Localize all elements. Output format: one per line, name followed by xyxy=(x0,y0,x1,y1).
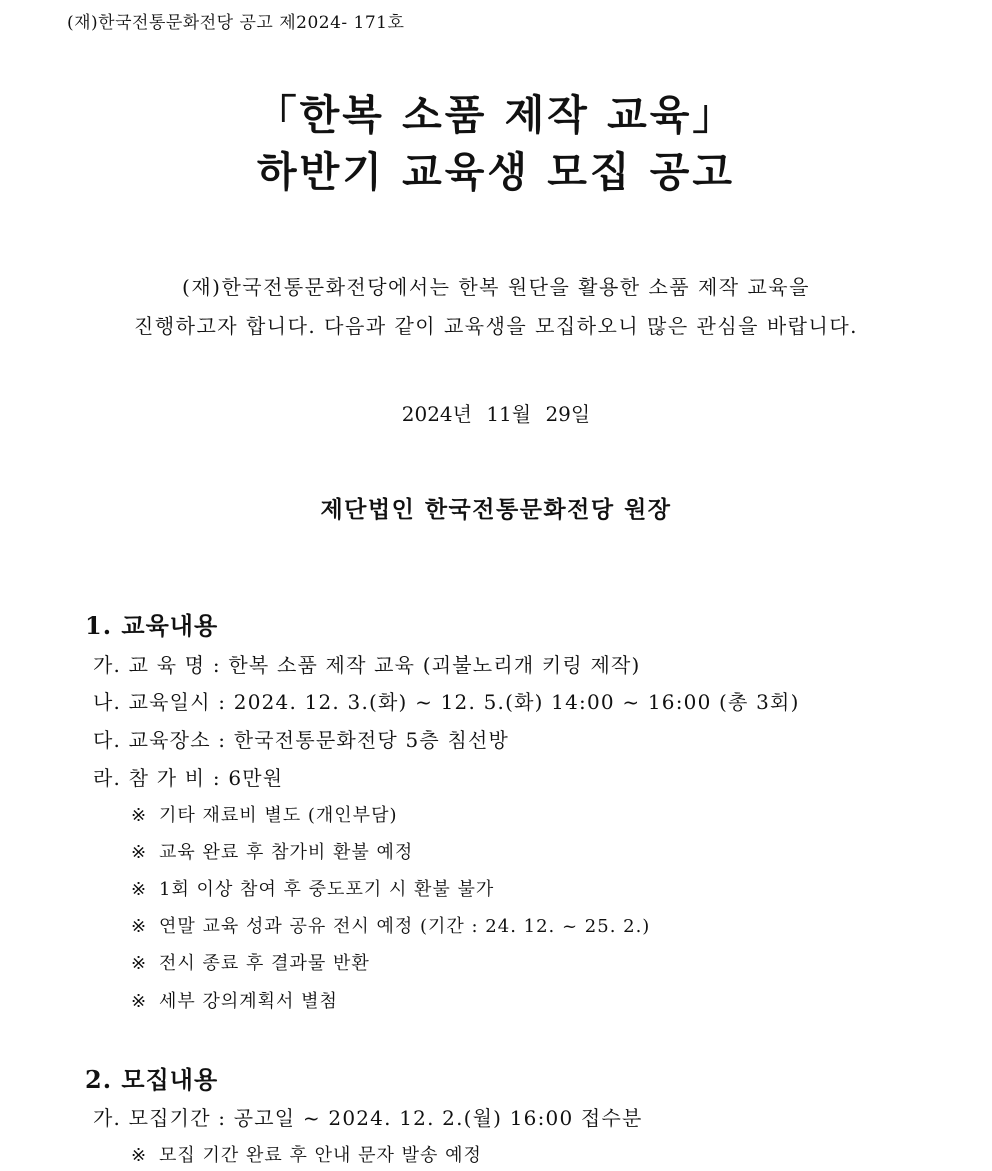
reference-mark-icon: ※ xyxy=(131,842,148,863)
item-recruitment-period: 가. 모집기간 : 공고일 ~ 2024. 12. 2.(월) 16:00 접수분 xyxy=(93,1106,643,1130)
reference-mark-icon: ※ xyxy=(131,991,148,1012)
note-item xyxy=(131,987,338,1013)
section-heading-education: 1. 교육내용 xyxy=(85,611,219,640)
announcement-date: 2024년 11월 29일 xyxy=(401,402,591,426)
note-item xyxy=(131,1141,482,1167)
reference-mark-icon: ※ xyxy=(131,805,148,826)
note-text: 모집 기간 완료 후 안내 문자 발송 예정 xyxy=(159,1145,482,1166)
item-course-schedule: 나. 교육일시 : 2024. 12. 3.(화) ~ 12. 5.(화) 14:00 ~ 16:00 (총 3회) xyxy=(93,690,800,714)
note-item xyxy=(131,838,413,864)
reference-mark-icon: ※ xyxy=(131,1145,148,1166)
note-text: 기타 재료비 별도 (개인부담) xyxy=(159,805,398,826)
reference-mark-icon: ※ xyxy=(131,879,148,900)
note-item xyxy=(131,912,650,938)
item-course-name: 가. 교 육 명 : 한복 소품 제작 교육 (괴불노리개 키링 제작) xyxy=(93,653,641,677)
note-text: 교육 완료 후 참가비 환불 예정 xyxy=(159,842,414,863)
reference-mark-icon: ※ xyxy=(131,916,148,937)
intro-line-1: (재)한국전통문화전당에서는 한복 원단을 활용한 소품 제작 교육을 xyxy=(182,275,810,299)
note-text: 1회 이상 참여 후 중도포기 시 환불 불가 xyxy=(159,879,495,900)
issuer-name: 제단법인 한국전통문화전당 원장 xyxy=(320,496,672,523)
note-text: 전시 종료 후 결과물 반환 xyxy=(159,953,370,974)
title-line-2: 하반기 교육생 모집 공고 xyxy=(257,148,735,196)
note-item xyxy=(131,875,494,901)
note-text: 연말 교육 성과 공유 전시 예정 (기간 : 24. 12. ~ 25. 2.) xyxy=(159,916,651,937)
note-text: 세부 강의계획서 별첨 xyxy=(159,991,338,1012)
intro-line-2: 진행하고자 합니다. 다음과 같이 교육생을 모집하오니 많은 관심을 바랍니다. xyxy=(134,314,858,338)
item-course-location: 다. 교육장소 : 한국전통문화전당 5층 침선방 xyxy=(93,728,510,752)
section-heading-recruitment: 2. 모집내용 xyxy=(85,1065,219,1094)
item-course-fee: 라. 참 가 비 : 6만원 xyxy=(93,766,284,790)
note-item xyxy=(131,801,397,827)
reference-mark-icon: ※ xyxy=(131,953,148,974)
note-item xyxy=(131,949,370,975)
title-line-1: 「한복 소품 제작 교육」 xyxy=(255,91,737,139)
document-number: (재)한국전통문화전당 공고 제2024- 171호 xyxy=(67,13,405,33)
